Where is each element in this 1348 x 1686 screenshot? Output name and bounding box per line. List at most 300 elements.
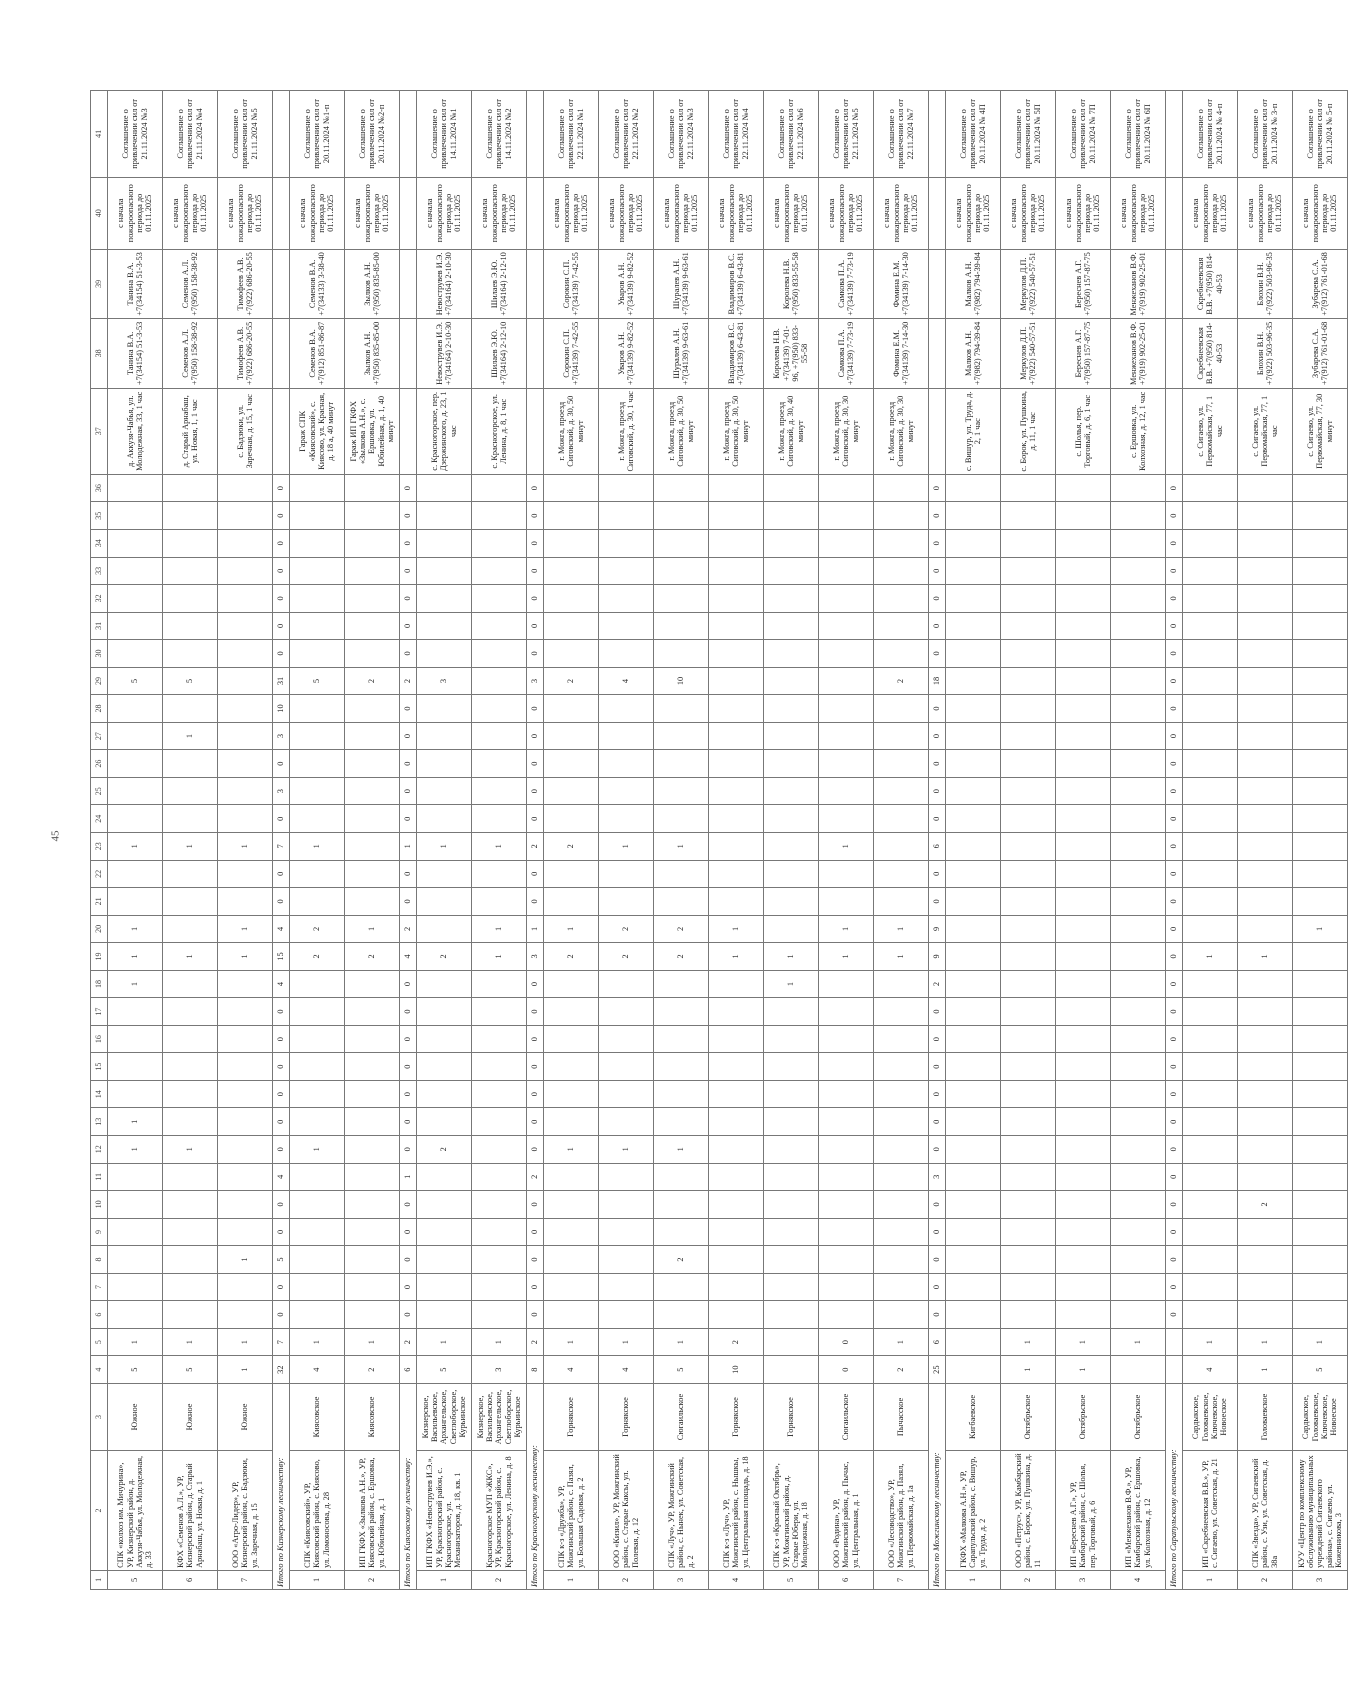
empty-cell (527, 177, 544, 249)
subtotal-cell: 0 (400, 970, 417, 998)
empty-cell (527, 388, 544, 474)
count-cell (819, 888, 874, 916)
subtotal-cell: 6 (929, 833, 946, 861)
subtotal-cell: 0 (400, 1025, 417, 1053)
count-cell (1056, 612, 1111, 640)
subtotal-row (929, 91, 946, 1590)
location-cell: с. Красногорское, пер. Дзержинского, д. 23, 1 час (417, 388, 472, 474)
count-cell: 1 (1238, 1356, 1293, 1384)
count-cell (1238, 502, 1293, 530)
count-cell (163, 1273, 218, 1301)
count-cell (874, 1163, 929, 1191)
responsible-cell: Владимиров В.С. +7(34139) 6-43-81 (709, 249, 764, 318)
responsible-cell: Меркулов Д.П. +7(922) 540-57-51 (1001, 249, 1056, 318)
count-cell (1183, 750, 1238, 778)
row-number: 7 (218, 1570, 273, 1589)
count-cell (654, 695, 709, 723)
responsible-cell: Семенов В.А. +7(34133) 3-38-40 (290, 249, 345, 318)
header-cell: 33 (91, 557, 108, 585)
count-cell (544, 805, 599, 833)
count-cell (417, 777, 472, 805)
agreement-cell: Соглашение о привлечении сил от 22.11.2024 №4 (709, 91, 764, 178)
count-cell (1111, 585, 1166, 613)
count-cell (1111, 502, 1166, 530)
count-cell: 2 (599, 943, 654, 971)
subtotal-cell: 15 (273, 943, 290, 971)
count-cell (709, 1136, 764, 1164)
count-cell (1056, 722, 1111, 750)
row-number: 3 (654, 1570, 709, 1589)
count-cell (1238, 640, 1293, 668)
empty-cell (1166, 177, 1183, 249)
count-cell (1293, 667, 1348, 695)
period-cell: с начала пожароопасного периода до 01.11.2025 (290, 177, 345, 249)
count-cell (819, 1218, 874, 1246)
period-cell: с начала пожароопасного периода до 01.11.2025 (544, 177, 599, 249)
count-cell (345, 695, 400, 723)
count-cell (290, 612, 345, 640)
count-cell (163, 1218, 218, 1246)
count-cell (819, 1191, 874, 1219)
count-cell: 4 (290, 1356, 345, 1384)
period-cell: с начала пожароопасного периода до 01.11.2025 (108, 177, 163, 249)
table-row (709, 91, 764, 1590)
location-cell: с. Ершовка, ул. Колхозная, д. 12, 1 час (1111, 388, 1166, 474)
count-cell (218, 1080, 273, 1108)
subtotal-cell: 0 (1166, 695, 1183, 723)
period-cell: с начала пожароопасного периода до 01.11.2025 (709, 177, 764, 249)
count-cell (290, 998, 345, 1026)
row-number: 2 (1001, 1570, 1056, 1589)
subtotal-cell: 7 (273, 833, 290, 861)
count-cell (1056, 750, 1111, 778)
count-cell (946, 943, 1001, 971)
count-cell (1183, 722, 1238, 750)
subtotal-cell: 3 (273, 722, 290, 750)
empty-cell (929, 319, 946, 388)
subtotal-cell: 0 (929, 1080, 946, 1108)
count-cell (654, 888, 709, 916)
subtotal-cell: 0 (1166, 502, 1183, 530)
count-cell (819, 557, 874, 585)
count-cell (472, 502, 527, 530)
subtotal-cell: 0 (929, 750, 946, 778)
count-cell (472, 1163, 527, 1191)
location-cell: с. Шолья, пер. Торговый, д. 6, 1 час (1056, 388, 1111, 474)
count-cell (108, 1025, 163, 1053)
count-cell: 4 (1183, 1356, 1238, 1384)
period-cell: с начала пожароопасного периода до 01.11.2025 (946, 177, 1001, 249)
count-cell (472, 695, 527, 723)
count-cell (1111, 1191, 1166, 1219)
forestry-district-cell: Сюгаильское (654, 1383, 709, 1450)
count-cell (345, 585, 400, 613)
subtotal-cell: 0 (400, 502, 417, 530)
count-cell: 1 (764, 970, 819, 998)
count-cell (819, 612, 874, 640)
period-cell: с начала пожароопасного периода до 01.11.2025 (874, 177, 929, 249)
count-cell (1001, 860, 1056, 888)
count-cell (654, 612, 709, 640)
count-cell (345, 1163, 400, 1191)
count-cell (874, 833, 929, 861)
header-cell: 13 (91, 1108, 108, 1136)
count-cell (709, 1108, 764, 1136)
header-cell: 21 (91, 888, 108, 916)
count-cell (946, 1273, 1001, 1301)
count-cell (290, 1191, 345, 1219)
count-cell (1183, 1053, 1238, 1081)
count-cell (764, 1136, 819, 1164)
header-cell: 1 (91, 1570, 108, 1589)
location-cell: Гараж СПК «Киясовский», с. Киясово, ул. Красная, д. 18 а, 40 минут (290, 388, 345, 474)
count-cell (1111, 1053, 1166, 1081)
count-cell (290, 1218, 345, 1246)
header-cell: 39 (91, 249, 108, 318)
organization-cell: КФХ «Семенов А.Л.», УР, Кизнерский район, д. Старый Арнабаш, ул. Новая, д. 1 (163, 1451, 218, 1571)
count-cell: 1 (544, 1136, 599, 1164)
subtotal-cell: 0 (929, 1191, 946, 1219)
count-cell: 1 (654, 1136, 709, 1164)
count-cell (472, 1136, 527, 1164)
count-cell (1111, 833, 1166, 861)
count-cell: 4 (599, 1356, 654, 1384)
count-cell (1238, 1080, 1293, 1108)
count-cell (1111, 750, 1166, 778)
subtotal-cell: 7 (273, 1328, 290, 1356)
count-cell (764, 915, 819, 943)
count-cell (1293, 1136, 1348, 1164)
count-cell (1111, 1218, 1166, 1246)
count-cell (218, 1273, 273, 1301)
contact-cell: Малков А.Н. +7(982) 794-39-84 (946, 319, 1001, 388)
count-cell (709, 970, 764, 998)
count-cell (874, 1301, 929, 1329)
count-cell (1111, 970, 1166, 998)
count-cell (654, 1273, 709, 1301)
subtotal-cell: 0 (273, 1053, 290, 1081)
count-cell (654, 1025, 709, 1053)
count-cell (764, 695, 819, 723)
subtotal-cell: 1 (527, 915, 544, 943)
period-cell: с начала пожароопасного периода до 01.11.2025 (345, 177, 400, 249)
count-cell (108, 777, 163, 805)
subtotal-cell: 0 (273, 502, 290, 530)
count-cell (654, 1108, 709, 1136)
subtotal-cell: 0 (929, 695, 946, 723)
count-cell (290, 640, 345, 668)
responsible-cell: Зылков А.Н. +7(950) 835-85-00 (345, 249, 400, 318)
count-cell (544, 1246, 599, 1274)
count-cell: 2 (290, 943, 345, 971)
agreement-cell: Соглашение о привлечении сил от 20.11.2024 №1-п (290, 91, 345, 178)
header-cell: 11 (91, 1163, 108, 1191)
count-cell (874, 1136, 929, 1164)
subtotal-cell: 0 (1166, 805, 1183, 833)
count-cell (1056, 1108, 1111, 1136)
count-cell (599, 1108, 654, 1136)
subtotal-cell: 0 (400, 888, 417, 916)
count-cell (544, 1191, 599, 1219)
subtotal-cell: 0 (929, 1053, 946, 1081)
subtotal-cell: 0 (1166, 860, 1183, 888)
agreement-cell: Соглашение о привлечении сил от 20.11.2024 № 5П (1001, 91, 1056, 178)
agreement-cell: Соглашение о привлечении сил от 20.11.2024 № 5-п (1293, 91, 1348, 178)
empty-cell (1166, 319, 1183, 388)
count-cell (1001, 1218, 1056, 1246)
count-cell (1293, 1191, 1348, 1219)
count-cell: 1 (163, 1136, 218, 1164)
count-cell (946, 805, 1001, 833)
subtotal-cell: 0 (929, 1246, 946, 1274)
count-cell (108, 1246, 163, 1274)
count-cell (1238, 695, 1293, 723)
count-cell (472, 998, 527, 1026)
header-cell: 9 (91, 1218, 108, 1246)
count-cell: 10 (709, 1356, 764, 1384)
subtotal-label: Итого по Можгинскому лесничеству: (929, 1383, 946, 1589)
count-cell (764, 667, 819, 695)
subtotal-cell: 0 (400, 750, 417, 778)
header-cell: 2 (91, 1451, 108, 1571)
subtotal-cell: 0 (273, 750, 290, 778)
agreement-cell: Соглашение о привлечении сил от 21.11.2024 №5 (218, 91, 273, 178)
subtotal-cell: 0 (527, 1191, 544, 1219)
empty-cell (929, 91, 946, 178)
count-cell (544, 860, 599, 888)
count-cell (1293, 777, 1348, 805)
subtotal-cell: 2 (527, 1328, 544, 1356)
count-cell: 1 (218, 915, 273, 943)
count-cell (874, 1108, 929, 1136)
count-cell (1056, 888, 1111, 916)
period-cell: с начала пожароопасного периода до 01.11.2025 (1238, 177, 1293, 249)
organization-cell: ООО «Петрус», УР, Камбарский район, с. Борок, ул. Пушкина, д. 11 (1001, 1451, 1056, 1571)
count-cell (654, 474, 709, 502)
subtotal-cell: 0 (1166, 970, 1183, 998)
count-cell (218, 970, 273, 998)
subtotal-row (527, 91, 544, 1590)
count-cell (290, 1273, 345, 1301)
subtotal-cell: 2 (527, 1163, 544, 1191)
count-cell (1001, 557, 1056, 585)
count-cell (1001, 722, 1056, 750)
responsible-cell: Невострувев И.Э. +7(34164) 2-10-30 (417, 249, 472, 318)
subtotal-cell: 0 (929, 1218, 946, 1246)
count-cell (544, 640, 599, 668)
count-cell (874, 750, 929, 778)
count-cell: 4 (544, 1356, 599, 1384)
header-cell: 3 (91, 1383, 108, 1450)
count-cell (654, 722, 709, 750)
count-cell (472, 1053, 527, 1081)
count-cell (1056, 557, 1111, 585)
count-cell (417, 1025, 472, 1053)
organization-cell: ООО «Родина», УР, Можгинский район, д. Пычас, ул. Центральная, д. 1 (819, 1451, 874, 1571)
count-cell (1183, 970, 1238, 998)
count-cell (108, 640, 163, 668)
table-row (1111, 91, 1166, 1590)
count-cell (946, 557, 1001, 585)
count-cell (290, 1246, 345, 1274)
contact-cell: Зылков А.Н. +7(950) 835-85-00 (345, 319, 400, 388)
count-cell (108, 1080, 163, 1108)
count-cell: 5 (108, 1356, 163, 1384)
count-cell (709, 888, 764, 916)
subtotal-cell: 0 (400, 1136, 417, 1164)
subtotal-cell: 0 (929, 1136, 946, 1164)
count-cell (1001, 667, 1056, 695)
count-cell (874, 474, 929, 502)
count-cell: 1 (1293, 915, 1348, 943)
count-cell (1238, 722, 1293, 750)
count-cell (764, 640, 819, 668)
subtotal-cell: 2 (400, 667, 417, 695)
subtotal-cell: 4 (400, 943, 417, 971)
count-cell: 1 (599, 1136, 654, 1164)
count-cell (874, 998, 929, 1026)
row-number: 4 (1111, 1570, 1166, 1589)
responsible-cell: Скребнеевская В.В. +7(950) 814-40-53 (1183, 249, 1238, 318)
period-cell: с начала пожароопасного периода до 01.11.2025 (819, 177, 874, 249)
agreement-cell: Соглашение о привлечении сил от 22.11.2024 №7 (874, 91, 929, 178)
count-cell (345, 640, 400, 668)
count-cell: 2 (345, 667, 400, 695)
location-cell: с. Красногорское, ул. Ленина, д. 8, 1 час (472, 388, 527, 474)
count-cell (1001, 585, 1056, 613)
count-cell (874, 1273, 929, 1301)
count-cell: 1 (290, 833, 345, 861)
header-cell: 35 (91, 502, 108, 530)
count-cell: 2 (654, 1246, 709, 1274)
count-cell (472, 640, 527, 668)
subtotal-cell: 0 (1166, 1053, 1183, 1081)
count-cell (946, 1053, 1001, 1081)
count-cell: 1 (819, 915, 874, 943)
count-cell (1183, 777, 1238, 805)
count-cell (709, 805, 764, 833)
count-cell: 2 (417, 1136, 472, 1164)
subtotal-cell: 0 (527, 502, 544, 530)
row-number: 7 (874, 1570, 929, 1589)
subtotal-label: Итого по Киясовскому лесничеству: (400, 1383, 417, 1589)
count-cell (1183, 860, 1238, 888)
contact-cell: Фомина Е.М. +7(34139) 7-14-30 (874, 319, 929, 388)
responsible-cell: Береснев А.Г. +7(950) 157-87-75 (1056, 249, 1111, 318)
count-cell (544, 612, 599, 640)
count-cell (709, 777, 764, 805)
organization-cell: ООО «Лесоводство», УР, Можгинский район, д. Пазял, ул. Первомайская, д. 1а (874, 1451, 929, 1571)
table-row (544, 91, 599, 1590)
count-cell (1183, 1191, 1238, 1219)
count-cell (874, 1246, 929, 1274)
rotated-table-wrapper (90, 90, 1343, 1590)
count-cell (874, 1218, 929, 1246)
count-cell (874, 1053, 929, 1081)
count-cell (1183, 1080, 1238, 1108)
count-cell (1111, 1108, 1166, 1136)
subtotal-cell: 0 (527, 585, 544, 613)
count-cell (709, 640, 764, 668)
count-cell: 1 (163, 722, 218, 750)
subtotal-cell: 1 (400, 833, 417, 861)
count-cell: 1 (472, 915, 527, 943)
period-cell: с начала пожароопасного периода до 01.11.2025 (1183, 177, 1238, 249)
count-cell (472, 777, 527, 805)
count-cell (874, 502, 929, 530)
count-cell: 1 (599, 1328, 654, 1356)
count-cell (1001, 612, 1056, 640)
subtotal-cell: 0 (527, 750, 544, 778)
count-cell (1183, 1301, 1238, 1329)
count-cell (417, 1218, 472, 1246)
count-cell: 2 (874, 667, 929, 695)
subtotal-row (273, 91, 290, 1590)
subtotal-cell: 0 (1166, 1218, 1183, 1246)
count-cell (946, 529, 1001, 557)
subtotal-cell: 0 (929, 998, 946, 1026)
count-cell (819, 722, 874, 750)
count-cell (1183, 1108, 1238, 1136)
count-cell (1001, 1108, 1056, 1136)
count-cell (764, 998, 819, 1026)
count-cell (218, 1218, 273, 1246)
count-cell (544, 1301, 599, 1329)
table-row (163, 91, 218, 1590)
subtotal-cell: 0 (273, 1136, 290, 1164)
count-cell (709, 722, 764, 750)
subtotal-cell: 0 (527, 888, 544, 916)
forestry-district-cell: Кизнерское, Васильевское, Архангельское, Светлоборское, Курьинское (417, 1383, 472, 1450)
subtotal-cell: 0 (527, 1218, 544, 1246)
header-cell: 37 (91, 388, 108, 474)
count-cell (1001, 502, 1056, 530)
count-cell: 1 (218, 1246, 273, 1274)
count-cell (1183, 1273, 1238, 1301)
subtotal-cell: 0 (929, 722, 946, 750)
count-cell (946, 1246, 1001, 1274)
count-cell (1238, 970, 1293, 998)
count-cell (1293, 970, 1348, 998)
count-cell (1293, 943, 1348, 971)
count-cell (345, 777, 400, 805)
count-cell (654, 1218, 709, 1246)
subtotal-row (400, 91, 417, 1590)
count-cell (544, 970, 599, 998)
count-cell: 1 (472, 943, 527, 971)
period-cell: с начала пожароопасного периода до 01.11.2025 (1293, 177, 1348, 249)
count-cell (472, 805, 527, 833)
count-cell (874, 612, 929, 640)
count-cell (1111, 860, 1166, 888)
contact-cell: Блохин В.Н. +7(922) 503-96-35 (1238, 319, 1293, 388)
count-cell (709, 1273, 764, 1301)
count-cell: 1 (654, 833, 709, 861)
forestry-district-cell: Южное (163, 1383, 218, 1450)
location-cell: г. Можга, проезд Сиговский, д. 30, 30 минут (874, 388, 929, 474)
subtotal-cell: 25 (929, 1356, 946, 1384)
count-cell (946, 1163, 1001, 1191)
count-cell (218, 1025, 273, 1053)
count-cell (1056, 585, 1111, 613)
header-cell: 34 (91, 529, 108, 557)
row-number: 6 (819, 1570, 874, 1589)
count-cell (1056, 1025, 1111, 1053)
subtotal-label: Итого по Кизнерскому лесничеству: (273, 1383, 290, 1589)
subtotal-cell: 0 (1166, 1163, 1183, 1191)
contact-cell: Береснев А.Г. +7(950) 157-87-75 (1056, 319, 1111, 388)
count-cell (345, 1246, 400, 1274)
